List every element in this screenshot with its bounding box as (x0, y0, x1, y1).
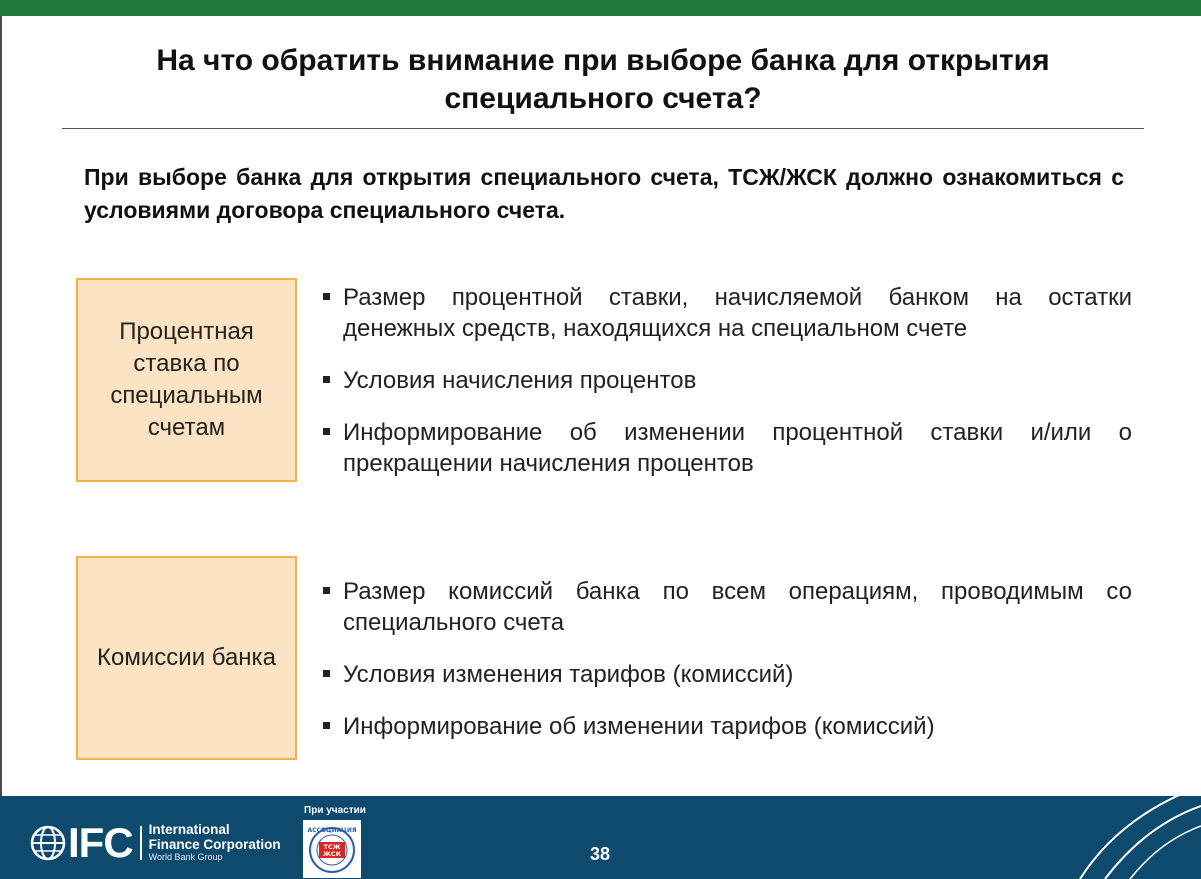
category-label: Процентная ставка по специальным счетам (110, 318, 263, 441)
bullet-item: Информирование об изменении процентной ставки и/или о прекращении начисления процентов (322, 417, 1132, 479)
left-border (0, 16, 2, 796)
bullet-list-bank-fees (322, 576, 1132, 763)
category-label: Комиссии банка (97, 644, 276, 671)
top-accent-bar (0, 0, 1201, 16)
ifc-letters: IFC (68, 818, 133, 866)
footer-bar (0, 796, 1201, 879)
ifc-wordmark: International Finance Corporation World Bank Group (148, 822, 281, 862)
category-box-bank-fees (76, 556, 297, 760)
bullet-item: Информирование об изменении тарифов (комиссий) (322, 711, 1132, 742)
intro-text: При выборе банка для открытия специального счета, ТСЖ/ЖСК должно ознакомиться с условиями договора специального счета. (84, 164, 1124, 223)
bullet-list-interest-rate (322, 282, 1132, 500)
ifc-logo (30, 818, 281, 866)
page-number: 38 (590, 844, 611, 864)
svg-text:АССОЦИАЦИЯ: АССОЦИАЦИЯ (307, 827, 357, 834)
svg-text:ЖСК: ЖСК (322, 850, 342, 858)
category-box-interest-rate (76, 278, 297, 482)
bullet-item: Размер процентной ставки, начисляемой банком на остатки денежных средств, находящихся на специальном счете (322, 282, 1132, 344)
association-logo (303, 820, 361, 878)
participation-label: При участии (304, 805, 366, 816)
bullet-item: Размер комиссий банка по всем операциям, проводимым со специального счета (322, 576, 1132, 638)
bullet-item: Условия изменения тарифов (комиссий) (322, 659, 1132, 690)
decorative-arcs (1060, 796, 1201, 879)
bullet-item: Условия начисления процентов (322, 365, 1132, 396)
globe-icon (30, 825, 66, 861)
slide-title: На что обратить внимание при выборе банка для открытия специального счета? (156, 44, 1050, 115)
title-divider (62, 128, 1144, 129)
logo-divider (140, 826, 142, 860)
svg-text:ТСЖ: ТСЖ (323, 843, 341, 851)
